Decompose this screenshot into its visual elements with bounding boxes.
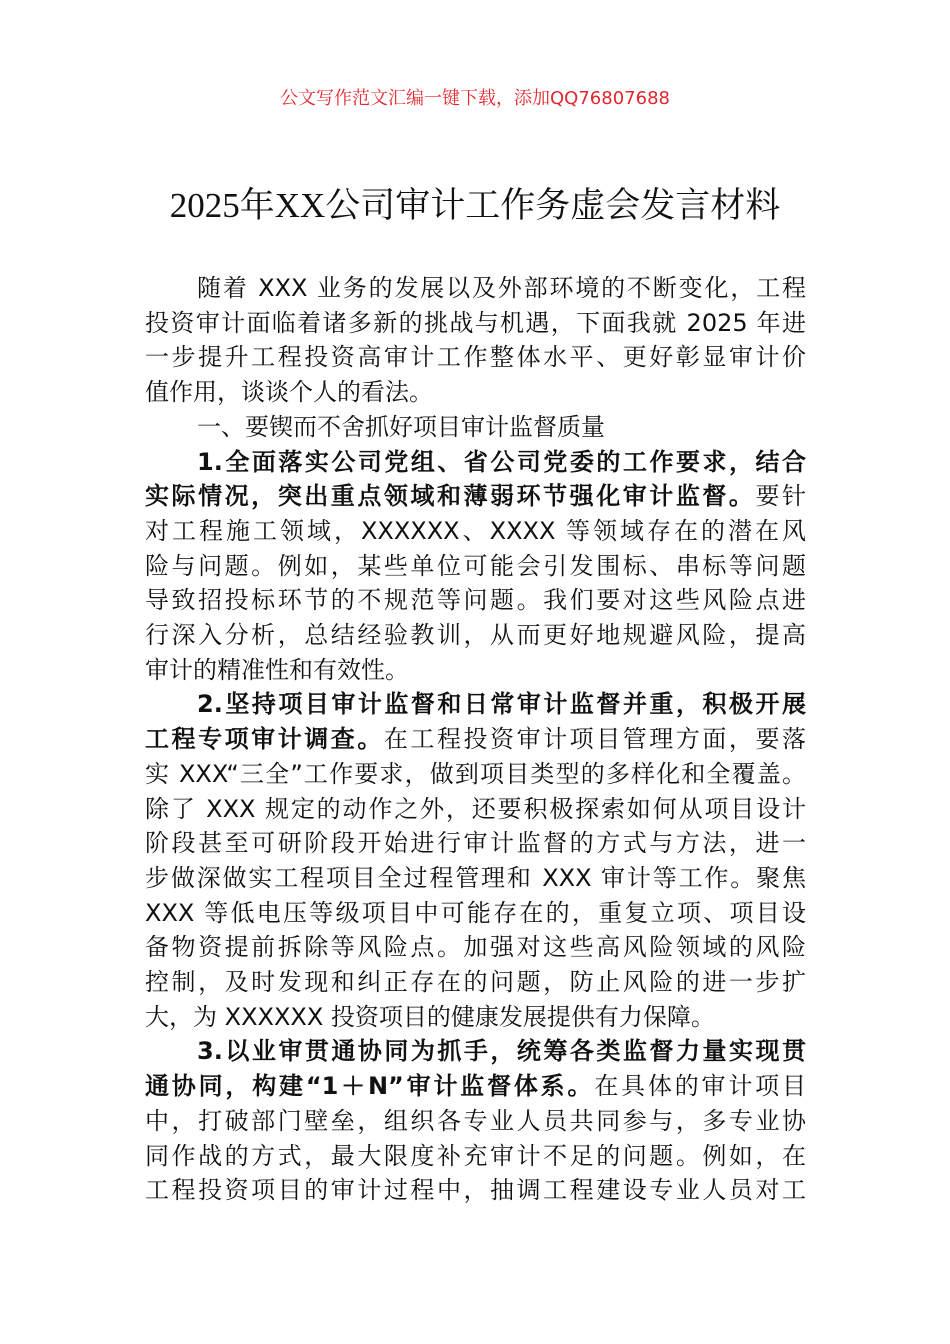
body-text: 步做深做实工程项目全过程管理和 XXX 审计等工作。聚焦: [145, 863, 806, 892]
body-text: 备物资提前拆除等风险点。加强对这些高风险领域的风险: [145, 933, 806, 962]
watermark-header: 公文写作范文汇编一键下载，添加QQ76807688: [280, 88, 670, 109]
text-line: [145, 1173, 806, 1207]
bold-heading-text: 实际情况，突出重点领域和薄弱环节强化审计监督。: [145, 482, 756, 511]
text-line: [145, 930, 806, 964]
body-text: 同作战的方式，最大限度补充审计不足的问题。例如，在: [145, 1141, 806, 1170]
text-line: [145, 410, 806, 444]
text-line: [145, 340, 806, 374]
body-text: 阶段甚至可研阶段开始进行审计监督的方式与方法，进一: [145, 829, 806, 858]
text-line: [145, 965, 806, 999]
body-text: 在工程投资审计项目管理方面，要落: [383, 725, 806, 754]
text-line: [145, 306, 806, 340]
body-text: 对工程施工领域，XXXXXX、XXXX 等领域存在的潜在风: [145, 516, 806, 545]
body-text: 导致招投标环节的不规范等问题。我们要对这些风险点进: [145, 586, 806, 615]
body-text: XXX 等低电压等级项目中可能存在的，重复立项、项目设: [145, 898, 806, 927]
text-line: [145, 722, 806, 756]
text-line: [145, 1139, 806, 1173]
bold-heading-text: 2.坚持项目审计监督和日常审计监督并重，积极开展: [197, 690, 806, 719]
body-text: 控制，及时发现和纠正存在的问题，防止风险的进一步扩: [145, 968, 806, 996]
text-line: [145, 757, 806, 791]
body-text: 在具体的审计项目: [594, 1072, 806, 1101]
text-line: [145, 896, 806, 930]
body-text: 审计的精准性和有效性。: [145, 655, 409, 684]
text-line: [145, 1104, 806, 1138]
bold-heading-text: 1.全面落实公司党组、省公司党委的工作要求，结合: [197, 447, 806, 476]
text-line: [145, 271, 806, 305]
text-line: [145, 653, 806, 687]
text-line: [145, 445, 806, 479]
text-line: [145, 1034, 806, 1068]
body-text: 除了 XXX 规定的动作之外，还要积极探索如何从项目设计: [145, 794, 806, 823]
body-text: 险与问题。例如，某些单位可能会引发围标、串标等问题: [145, 551, 806, 580]
text-line: [145, 1000, 806, 1034]
body-text: 一步提升工程投资高审计工作整体水平、更好彰显审计价: [145, 343, 806, 372]
text-line: [145, 583, 806, 617]
text-line: [145, 618, 806, 652]
body-text: 随着 XXX 业务的发展以及外部环境的不断变化，工程: [197, 274, 806, 302]
text-line: [145, 861, 806, 895]
text-line: [145, 687, 806, 721]
body-text: 投资审计面临着诸多新的挑战与机遇，下面我就 2025 年进: [145, 308, 806, 337]
body-text: 值作用，谈谈个人的看法。: [145, 378, 433, 407]
document-title: 2025年XX公司审计工作务虚会发言材料: [169, 186, 781, 225]
body-text: 实 XXX“三全”工作要求，做到项目类型的多样化和全覆盖。: [145, 759, 806, 788]
text-line: [145, 479, 806, 513]
body-text: 中，打破部门壁垒，组织各专业人员共同参与，多专业协: [145, 1106, 806, 1135]
body-text: 工程投资项目的审计过程中，抽调工程建设专业人员对工: [145, 1176, 806, 1205]
text-line: [145, 375, 806, 409]
text-line: [145, 549, 806, 583]
bold-heading-text: 3.以业审贯通协同为抓手，统筹各类监督力量实现贯: [197, 1037, 806, 1066]
body-text: 要针: [755, 482, 807, 511]
text-line: [145, 826, 806, 860]
body-text: 一、要锲而不舍抓好项目审计监督质量: [197, 412, 605, 441]
text-line: [145, 514, 806, 548]
body-text: 行深入分析，总结经验教训，从而更好地规避风险，提高: [145, 621, 806, 649]
bold-heading-text: 工程专项审计调查。: [145, 725, 384, 754]
text-line: [145, 792, 806, 826]
bold-heading-text: 通协同，构建“1＋N”审计监督体系。: [145, 1072, 595, 1101]
body-text: 大，为 XXXXXX 投资项目的健康发展提供有力保障。: [145, 1002, 715, 1031]
text-line: [145, 1069, 806, 1103]
